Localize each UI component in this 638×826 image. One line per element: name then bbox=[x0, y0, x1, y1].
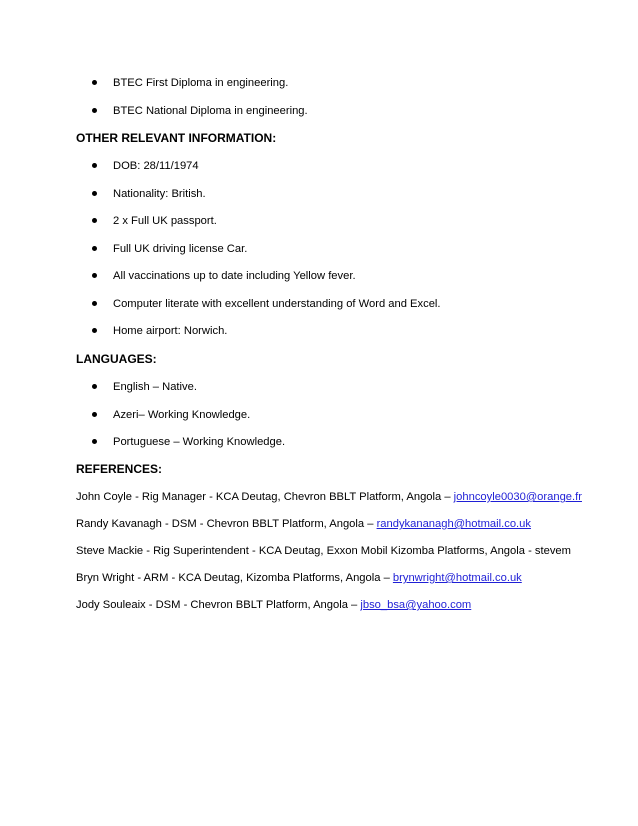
list-item-text: Portuguese – Working Knowledge. bbox=[113, 436, 286, 448]
list-item-text: Full UK driving license Car. bbox=[113, 242, 248, 255]
reference-entry bbox=[76, 517, 531, 531]
reference-text: Bryn Wright - ARM - KCA Deutag, Kizomba Platforms, Angola – bbox=[76, 572, 393, 584]
reference-text: John Coyle - Rig Manager - KCA Deutag, Chevron BBLT Platform, Angola – bbox=[76, 491, 454, 503]
bullet-icon bbox=[92, 108, 97, 113]
reference-text: Jody Souleaix - DSM - Chevron BBLT Platform, Angola – bbox=[76, 599, 361, 611]
bullet-icon bbox=[92, 412, 97, 417]
bullet-icon bbox=[92, 273, 97, 278]
bullet-icon bbox=[92, 301, 97, 306]
list-item-text: Computer literate with excellent understanding of Word and Excel. bbox=[113, 297, 441, 310]
list-item-text: Nationality: British. bbox=[113, 187, 206, 200]
list-item-text: DOB: 28/11/1974 bbox=[113, 160, 199, 172]
bullet-icon bbox=[92, 246, 97, 251]
bullet-icon bbox=[92, 439, 97, 444]
reference-entry bbox=[76, 598, 471, 612]
bullet-icon bbox=[92, 191, 97, 196]
reference-text: Steve Mackie - Rig Superintendent - KCA Deutag, Exxon Mobil Kizomba Platforms, Angola - stevem bbox=[76, 545, 571, 557]
reference-entry bbox=[76, 544, 571, 558]
reference-email-link[interactable]: johncoyle0030@orange.fr bbox=[453, 491, 582, 503]
list-item-text: BTEC First Diploma in engineering. bbox=[113, 77, 289, 89]
list-item-text: Home airport: Norwich. bbox=[113, 325, 228, 337]
reference-email-link[interactable]: jbso_bsa@yahoo.com bbox=[360, 599, 472, 611]
bullet-icon bbox=[92, 218, 97, 223]
reference-text: Randy Kavanagh - DSM - Chevron BBLT Platform, Angola – bbox=[76, 518, 377, 530]
references-heading: REFERENCES: bbox=[76, 462, 163, 476]
reference-entry bbox=[76, 571, 522, 585]
other-info-heading: OTHER RELEVANT INFORMATION: bbox=[76, 131, 277, 145]
list-item-text: BTEC National Diploma in engineering. bbox=[113, 104, 308, 117]
reference-entry bbox=[76, 490, 582, 504]
list-item-text: All vaccinations up to date including Yellow fever. bbox=[113, 270, 356, 282]
list-item-text: Azeri– Working Knowledge. bbox=[113, 408, 251, 421]
bullet-icon bbox=[92, 80, 97, 85]
bullet-icon bbox=[92, 328, 97, 333]
languages-heading: LANGUAGES: bbox=[76, 352, 157, 366]
reference-email-link[interactable]: randykananagh@hotmail.co.uk bbox=[376, 518, 531, 530]
reference-email-link[interactable]: brynwright@hotmail.co.uk bbox=[392, 572, 522, 584]
list-item-text: 2 x Full UK passport. bbox=[113, 215, 217, 227]
bullet-icon bbox=[92, 384, 97, 389]
bullet-icon bbox=[92, 163, 97, 168]
list-item-text: English – Native. bbox=[113, 381, 197, 393]
